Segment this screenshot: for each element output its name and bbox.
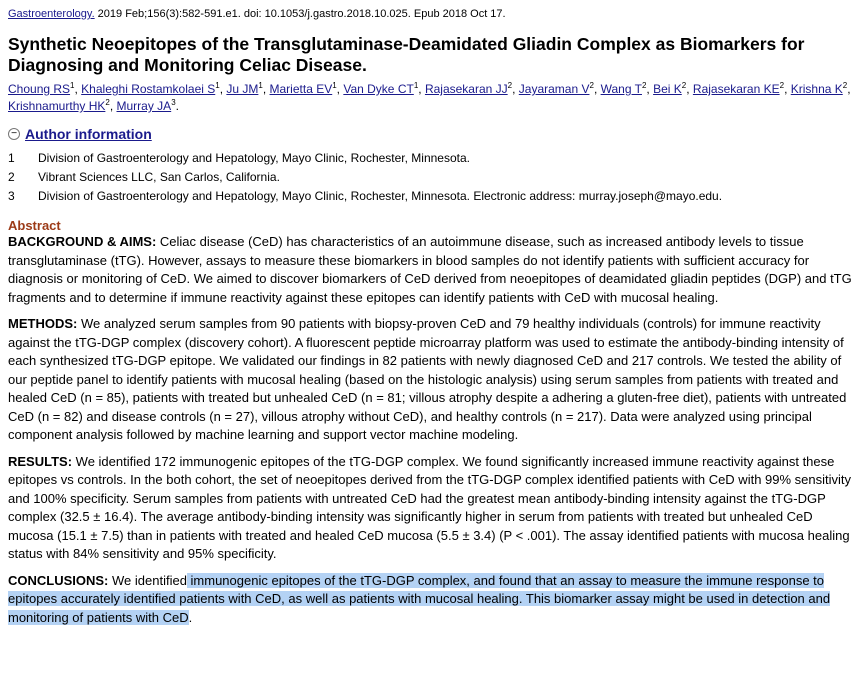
selected-text-highlight[interactable]: immunogenic epitopes of the tTG-DGP complex, and found that an assay to measure the immune response to epitopes accurately identified patients with CeD, as well as patients with mucosal healing. This biomarker assay might be used in detection and monitoring of patients with CeD (8, 572, 831, 625)
author-affiliation-sup: 1 (332, 81, 337, 90)
author-link[interactable]: Bei K (653, 82, 682, 96)
author-link[interactable]: Wang T (600, 82, 642, 96)
affiliation-item (8, 168, 855, 187)
conclusions-text: We identified (108, 572, 187, 588)
collapse-icon[interactable]: − (8, 128, 20, 140)
author-affiliation-sup: 2 (105, 98, 110, 107)
author-link[interactable]: Krishna K (790, 82, 843, 96)
author-link[interactable]: Krishnamurthy HK (8, 99, 106, 113)
author-link[interactable]: Van Dyke CT (343, 82, 414, 96)
background-text: Celiac disease (CeD) has characteristics of an autoimmune disease, such as increased antibody levels to tissue transglutaminase (tTG). However, assays to measure these biomarkers in blood samples do not identify patients with sufficient accuracy for diagnosis or monitoring of CeD. We aimed to discover biomarkers of CeD derived from neoepitopes of deamidated gliadin peptides (DGP) and tTG fragments and to determine if immune reactivity against these epitopes can identify patients with CeD with mucosal healing. (8, 234, 852, 305)
author-affiliation-sup: 1 (413, 81, 419, 90)
citation-details: 2019 Feb;156(3):582-591.e1. doi: 10.1053/j.gastro.2018.10.025. Epub 2018 Oct 17. (94, 8, 506, 20)
affiliation-number: 1 (8, 151, 15, 165)
author-affiliation-sup: 2 (779, 81, 785, 90)
affiliation-list (8, 149, 855, 206)
background-label: BACKGROUND & AIMS: (8, 234, 157, 249)
abstract-methods (8, 315, 855, 445)
author-affiliation-sup: 2 (681, 81, 687, 90)
abstract-heading: Abstract (8, 218, 61, 233)
affiliation-item (8, 149, 855, 168)
author-link[interactable]: Khaleghi Rostamkolaei S (81, 82, 216, 96)
author-affiliation-sup: 2 (842, 81, 848, 90)
author-link[interactable]: Choung RS (8, 82, 71, 96)
author-affiliation-sup: 1 (215, 81, 220, 90)
author-link[interactable]: Rajasekaran JJ (424, 82, 508, 96)
author-affiliation-sup: 2 (641, 81, 647, 90)
author-affiliation-sup: 2 (589, 81, 594, 90)
author-link[interactable]: Marietta EV (269, 82, 333, 96)
author-affiliation-sup: 1 (70, 81, 75, 90)
author-information-toggle[interactable] (8, 126, 855, 142)
author-link[interactable]: Ju JM (226, 82, 259, 96)
affiliation-text: Vibrant Sciences LLC, San Carlos, California. (38, 170, 280, 184)
conclusions-end: . (188, 609, 193, 625)
author-affiliation-sup: 3 (171, 98, 176, 107)
abstract-conclusions (8, 572, 855, 628)
affiliation-item (8, 187, 855, 206)
affiliation-text: Division of Gastroenterology and Hepatology, Mayo Clinic, Rochester, Minnesota. Electronic address: murray.joseph@mayo.edu. (38, 189, 723, 203)
author-link[interactable]: Murray JA (116, 99, 172, 113)
methods-text: We analyzed serum samples from 90 patients with biopsy-proven CeD and 79 healthy individuals (controls) for immune reactivity against the tTG-DGP complex (discovery cohort). A fluorescent peptide microarray platform was used to estimate the antibody-binding intensity of each synthesized tTG-DGP epitope. We validated our findings in 82 patients with newly diagnosed CeD and 217 controls. We tested the ability of our peptide panel to identify patients with mucosal healing (based on the histologic analysis) using serum samples from patients with treated and healed CeD (n = 85), patients with treated but unhealed CeD (n = 81; villous atrophy despite a adhering a gluten-free diet), patients with untreated CeD (n = 82) and disease controls (n = 27), villous atrophy without CeD), and healthy controls (n = 217). Data were analyzed using principal component analysis followed by machine learning and support vector machine modeling. (8, 316, 847, 442)
citation-line (8, 7, 855, 21)
author-information-label[interactable]: Author information (25, 126, 152, 142)
affiliation-number: 3 (8, 189, 15, 203)
journal-link[interactable]: Gastroenterology. (8, 8, 95, 20)
author-affiliation-sup: 1 (258, 81, 263, 90)
author-affiliation-sup: 2 (507, 81, 513, 90)
abstract-results (8, 453, 855, 564)
affiliation-number: 2 (8, 170, 15, 184)
abstract-background (8, 233, 855, 307)
methods-label: METHODS: (8, 316, 78, 331)
results-label: RESULTS: (8, 453, 73, 469)
conclusions-label: CONCLUSIONS: (8, 572, 109, 588)
article-title: Synthetic Neoepitopes of the Transglutaminase-Deamidated Gliadin Complex as Biomarkers for Diagnosing and Monitoring Celiac Disease. (8, 34, 805, 75)
author-list: Choung $RS^1$, Khaleghi Rostamkolaei $S^1$, Ju $JM^1$, Marietta $EV^1$, Van Dyke $CT^1$, Rajasekaran $JJ^2$, Jayaraman $V^2$, Wang $T^2$, Bei $K^2$, Rajasekaran $KE^2$, Krishna $K^2$, Krishnamurthy $HK^2$, Murray $JA^3$. (8, 81, 851, 113)
author-link[interactable]: Rajasekaran KE (692, 82, 780, 96)
author-link[interactable]: Jayaraman V (518, 82, 590, 96)
results-text: We identified 172 immunogenic epitopes of the tTG-DGP complex. We found significantly increased immune reactivity against these epitopes vs controls. In the both cohort, the set of neoepitopes derived from the tTG-DGP complex identified patients with CeD with 99% sensitivity and 100% specificity. Serum samples from patients with untreated CeD had the greatest mean antibody-binding intensity against the tTG-DGP complex (32.5 ± 16.4). The average antibody-binding intensity was significantly higher in serum from patients with treated but unhealed CeD mucosa (15.1 ± 7.5) than in patients with treated and healed CeD mucosa (5.5 ± 3.4) (P < .001). The assay identified patients with mucosa healing status with 84% sensitivity and 95% specificity. (8, 453, 852, 561)
affiliation-text: Division of Gastroenterology and Hepatology, Mayo Clinic, Rochester, Minnesota. (38, 151, 470, 165)
